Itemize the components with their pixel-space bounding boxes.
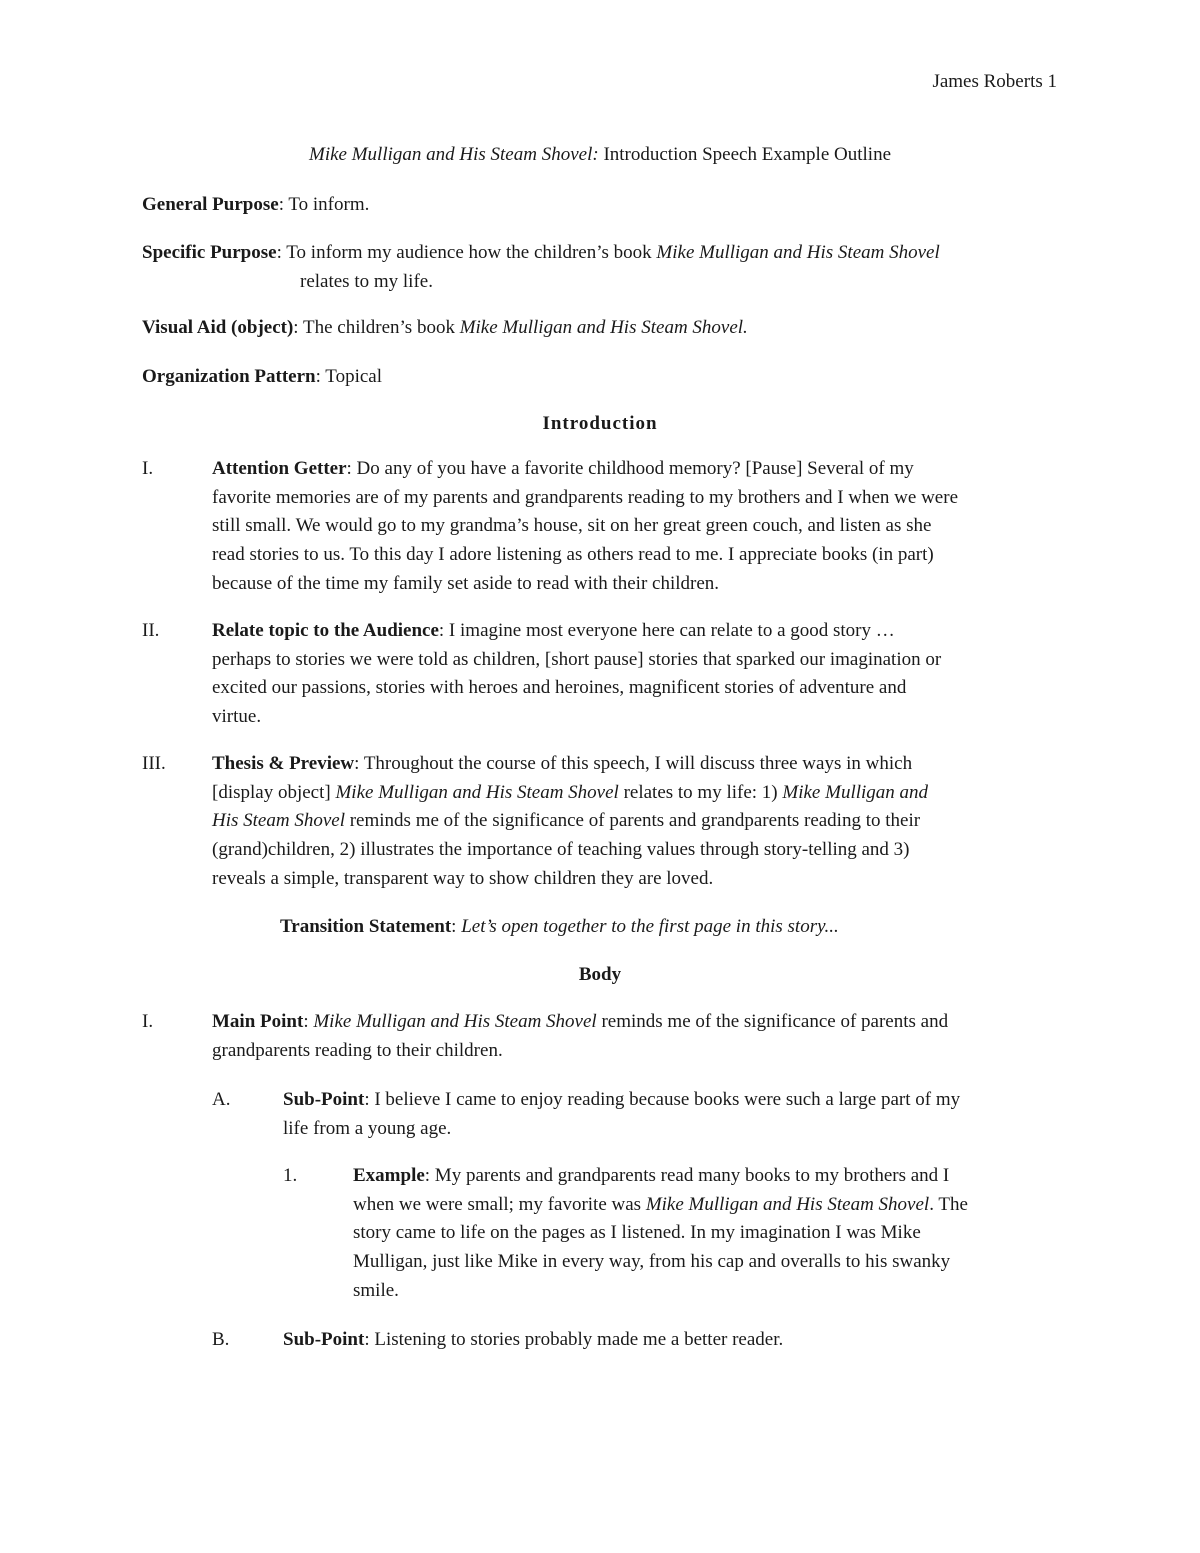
outline-marker: A. xyxy=(212,1089,231,1110)
text-line xyxy=(212,512,958,541)
text-line xyxy=(353,1162,968,1191)
text-line xyxy=(212,750,928,779)
text-run: : Throughout the course of this speech, I will discuss three ways in which xyxy=(354,753,913,774)
text-run: : Listening to stories probably made me a better reader. xyxy=(364,1329,784,1350)
attention-getter xyxy=(212,455,958,598)
text-line xyxy=(212,646,941,675)
text-run: Mulligan, just like Mike in every way, from his cap and overalls to his swanky xyxy=(353,1251,951,1273)
text-line xyxy=(283,1115,960,1144)
text-line xyxy=(353,1277,968,1306)
text-run: : To inform. xyxy=(278,194,370,215)
outline-marker: III. xyxy=(142,753,166,774)
text-line xyxy=(212,807,928,836)
italic-text: Mike Mulligan and His Steam Shovel xyxy=(313,1011,597,1032)
text-run: : The children’s book xyxy=(293,317,460,338)
text-run: . The xyxy=(929,1193,968,1215)
page-header: James Roberts 1 xyxy=(932,71,1057,92)
text-run: : xyxy=(303,1011,314,1032)
text-line xyxy=(283,1326,783,1355)
bold-label: Sub-Point xyxy=(283,1089,365,1110)
text-run: Body xyxy=(578,964,622,985)
text-line xyxy=(142,314,748,343)
general-purpose xyxy=(142,191,369,220)
text-run: relates to my life. xyxy=(300,270,433,292)
text-line xyxy=(280,913,839,942)
text-run: (grand)children, 2) illustrates the importance of teaching values through story-telling and 3) xyxy=(212,839,910,861)
bold-label: Organization Pattern xyxy=(142,366,316,387)
text-line xyxy=(283,1086,960,1115)
italic-text: Mike Mulligan and xyxy=(782,781,929,803)
text-run: relates to my life: 1) xyxy=(618,781,783,803)
bold-label: Specific Purpose xyxy=(142,242,277,263)
text-run: perhaps to stories we were told as children, [short pause] stories that sparked our imagination or xyxy=(212,648,942,670)
bold-label: Main Point xyxy=(212,1011,304,1032)
bold-label: Thesis & Preview xyxy=(212,753,355,774)
text-run: smile. xyxy=(353,1279,399,1301)
text-run: : I believe I came to enjoy reading because books were such a large part of my xyxy=(364,1089,961,1110)
italic-text: Mike Mulligan and His Steam Shovel: xyxy=(309,144,604,165)
text-line xyxy=(142,239,940,268)
main-point xyxy=(212,1008,948,1065)
bold-label: Sub-Point xyxy=(283,1329,365,1350)
text-line xyxy=(142,268,940,297)
outline-marker: I. xyxy=(142,458,154,479)
introduction-heading xyxy=(0,410,1200,439)
text-line xyxy=(0,141,1200,170)
text-run: : xyxy=(451,916,462,937)
specific-purpose xyxy=(142,239,940,296)
text-line xyxy=(212,674,941,703)
text-run: favorite memories are of my parents and grandparents reading to my brothers and I when we were xyxy=(212,486,959,508)
text-run: : I imagine most everyone here can relate to a good story … xyxy=(438,620,895,641)
italic-text: Mike Mulligan and His Steam Shovel xyxy=(645,1193,930,1215)
text-line xyxy=(212,455,958,484)
text-line xyxy=(212,865,928,894)
document-title xyxy=(0,141,1200,170)
text-run: read stories to us. To this day I adore listening as others read to me. I appreciate books (in part) xyxy=(212,544,934,566)
italic-text: Mike Mulligan and His Steam Shovel. xyxy=(459,317,748,338)
outline-marker: B. xyxy=(212,1329,230,1350)
organization-pattern xyxy=(142,363,382,392)
sub-point-b xyxy=(283,1326,783,1355)
outline-marker: II. xyxy=(142,620,160,641)
text-run: Introduction Speech Example Outline xyxy=(603,144,891,165)
text-run: life from a young age. xyxy=(283,1117,452,1139)
bold-label: Example xyxy=(353,1165,425,1186)
text-line xyxy=(212,1008,948,1037)
text-run: when we were small; my favorite was xyxy=(353,1193,646,1215)
text-run: : Do any of you have a favorite childhood memory? [Pause] Several of my xyxy=(346,458,914,479)
text-line xyxy=(0,961,1200,990)
text-line xyxy=(142,191,369,220)
text-run: : My parents and grandparents read many books to my brothers and I xyxy=(424,1165,950,1186)
text-run: Introduction xyxy=(542,413,658,434)
text-run: : Topical xyxy=(315,366,382,387)
bold-label: Relate topic to the Audience xyxy=(212,620,439,641)
relate-topic xyxy=(212,617,941,732)
text-line xyxy=(353,1248,968,1277)
bold-label: Transition Statement xyxy=(280,916,452,937)
text-run: [display object] xyxy=(212,781,336,803)
text-line xyxy=(212,617,941,646)
outline-marker: I. xyxy=(142,1011,154,1032)
body-heading xyxy=(0,961,1200,990)
visual-aid xyxy=(142,314,748,343)
text-run: reminds me of the significance of parents and xyxy=(596,1011,949,1032)
text-line xyxy=(212,703,941,732)
italic-text: Mike Mulligan and His Steam Shovel xyxy=(335,781,619,803)
bold-label: General Purpose xyxy=(142,194,279,215)
text-run: excited our passions, stories with heroes and heroines, magnificent stories of adventure and xyxy=(212,677,907,699)
text-line xyxy=(212,484,958,513)
text-run: reveals a simple, transparent way to show children they are loved. xyxy=(212,867,714,889)
thesis-preview xyxy=(212,750,928,893)
text-run: : To inform my audience how the children’s book xyxy=(276,242,657,263)
text-run: virtue. xyxy=(212,706,262,728)
bold-label: Visual Aid (object) xyxy=(142,317,294,338)
text-run: story came to life on the pages as I listened. In my imagination I was Mike xyxy=(353,1222,921,1244)
text-run: because of the time my family set aside to read with their children. xyxy=(212,572,720,594)
italic-text: His Steam Shovel xyxy=(212,810,345,832)
transition-statement xyxy=(280,913,839,942)
text-line xyxy=(212,1037,948,1066)
text-line xyxy=(142,363,382,392)
example xyxy=(353,1162,968,1305)
text-run: reminds me of the significance of parents and grandparents reading to their xyxy=(344,810,921,832)
bold-label: Attention Getter xyxy=(212,458,347,479)
text-line xyxy=(0,410,1200,439)
text-line xyxy=(353,1219,968,1248)
outline-marker: 1. xyxy=(283,1165,298,1186)
text-run: still small. We would go to my grandma’s house, sit on her great green couch, and listen as she xyxy=(212,515,932,537)
text-line xyxy=(212,570,958,599)
sub-point-a xyxy=(283,1086,960,1143)
italic-text: Let’s open together to the first page in this story... xyxy=(461,916,839,937)
text-line xyxy=(212,541,958,570)
text-run: grandparents reading to their children. xyxy=(212,1039,503,1061)
italic-text: Mike Mulligan and His Steam Shovel xyxy=(656,242,940,263)
text-line xyxy=(212,779,928,808)
text-line xyxy=(353,1191,968,1220)
text-line xyxy=(212,836,928,865)
